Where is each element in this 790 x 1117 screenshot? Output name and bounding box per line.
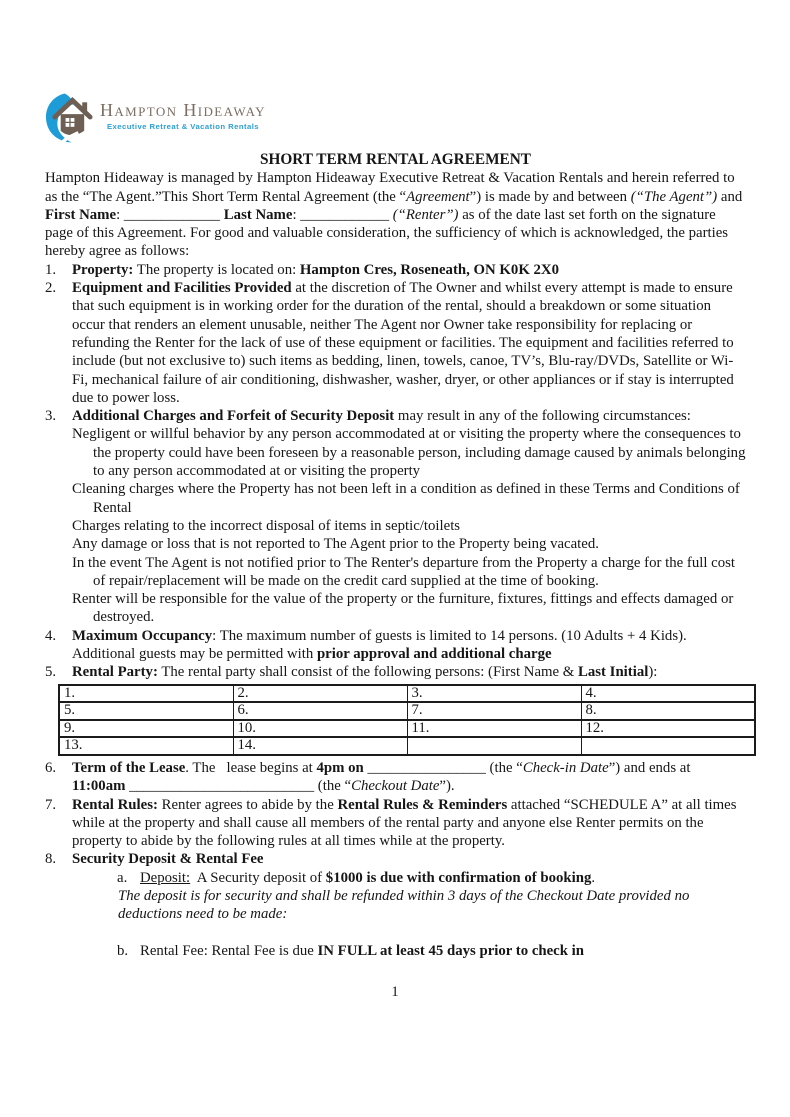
list-item-maximum-occupancy [45,627,746,664]
sub-item-text: Deposit: A Security deposit of $1000 is due with confirmation of booking. [140,869,596,886]
logo-name: Hampton Hideaway [100,100,266,120]
table-cell: 13. [59,737,233,755]
table-row [59,720,755,738]
list-item-rental-party [45,663,746,681]
rental-party-table [58,684,756,756]
item-number: 6. [45,759,57,776]
item-number: 1. [45,261,57,278]
item-text: Maximum Occupancy: The maximum number of guests is limited to 14 persons. (10 Adults + 4 Kids). Additional guests may be permitted with prior approval and additional charge [72,627,687,663]
item-text: Rental Rules: Renter agrees to abide by the Rental Rules & Reminders attached “SCHEDULE A” at all times while at the property and shall cause all members of the rental party and anyone else Renter permits on the property to abide by the following rules at all times while at the property. [72,796,737,850]
table-cell: 10. [233,720,407,738]
table-cell: 14. [233,737,407,755]
item-number: 5. [45,664,57,681]
item-lead-text: Security Deposit & Rental Fee [72,851,264,868]
item-text: Property: The property is located on: Hampton Cres, Roseneath, ON K0K 2X0 [72,261,560,278]
list-item-property [45,261,746,279]
table-cell: 11. [407,720,581,738]
table-cell: 9. [59,720,233,738]
item-text [72,850,746,959]
item-text: Equipment and Facilities Provided at the discretion of The Owner and whilst every attempt is made to ensure that such equipment is in working order for the duration of the rental, should a breakdown or some situation occur that renders an element unusable, neither The Agent nor Owner take responsibility for replacing or refunding the Renter for the lack of use of these equipment or facilities. The equipment and facilities referred to include (but not exclusive to) such items as bedding, linen, towels, canoe, TV’s, Blu-ray/DVDs, Satellite or Wi-Fi, mechanical failure of air conditioning, dishwasher, washer, dryer, or other appliances or if stay is interrupted due to power loss. [72,280,734,406]
table-cell: 3. [407,685,581,703]
item-number: 2. [45,280,57,297]
item-number: 7. [45,796,57,813]
sub-item-marker: a. [117,869,128,886]
table-cell: 7. [407,702,581,720]
item-lead-text: Additional Charges and Forfeit of Security Deposit may result in any of the following circumstances: [72,408,691,425]
table-cell: 12. [581,720,755,738]
table-cell: 5. [59,702,233,720]
spacer [72,924,746,942]
logo [45,92,746,146]
sub-item-marker: b. [117,942,129,959]
list-item-security-deposit [45,850,746,959]
table-row [59,737,755,755]
page-number: 1 [391,984,399,1000]
table-cell: 2. [233,685,407,703]
charge-circumstance: Cleaning charges where the Property has not been left in a condition as defined in these Terms and Conditions of Rental [72,481,740,516]
item-number: 3. [45,408,57,425]
charge-circumstance: In the event The Agent is not notified prior to The Renter's departure from the Property a charge for the full cost of repair/replacement will be made on the credit card supplied at the time of booking. [72,554,735,589]
item-number: 4. [45,627,57,644]
table-cell: 6. [233,702,407,720]
item-number: 8. [45,851,57,868]
intro-paragraph: Hampton Hideaway is managed by Hampton Hideaway Executive Retreat & Vacation Rentals and herein referred to as the “The Agent.”This Short Term Rental Agreement (the “Agreement”) is made by and between (“The Agent”) and First Name: _____________ Last Name: ____________ (“Renter”) as of the date last set forth on the signature page of this Agreement. For good and valuable consideration, the sufficiency of which is acknowledged, the parties hereby agree as follows: [45,170,743,260]
document-title: SHORT TERM RENTAL AGREEMENT [259,151,532,168]
item-text [72,407,746,627]
list-item-equipment [45,279,746,407]
sub-item-deposit [117,869,746,887]
table-cell: 1. [59,685,233,703]
logo-tagline: Executive Retreat & Vacation Rentals [106,122,260,131]
list-item-term-of-lease [45,759,746,796]
charge-circumstance: Renter will be responsible for the value of the property or the furniture, fixtures, fittings and effects damaged or destroyed. [72,591,734,626]
charge-circumstance: Any damage or loss that is not reported to The Agent prior to the Property being vacated. [72,536,599,553]
sub-item-rental-fee [117,942,746,960]
table-cell [407,737,581,755]
list-item-additional-charges [45,407,746,627]
charge-circumstance: Charges relating to the incorrect disposal of items in septic/toilets [72,517,461,534]
deposit-refund-note: The deposit is for security and shall be refunded within 3 days of the Checkout Date provided no deductions need to be made: [118,888,690,923]
sub-item-text: Rental Fee: Rental Fee is due IN FULL at least 45 days prior to check in [140,942,585,959]
charge-circumstance: Negligent or willful behavior by any person accommodated at or visiting the property where the consequences to the property could have been foreseen by a reasonable person, including damage caused by animals belonging to any person accommodated at or visiting the property [72,426,746,480]
table-cell: 4. [581,685,755,703]
table-cell [581,737,755,755]
hampton-hideaway-logo-icon [45,92,94,144]
table-row [59,685,755,703]
item-text: Term of the Lease. The lease begins at 4pm on ________________ (the “Check-in Date”) and ends at 11:00am _________________________ (the “Checkout Date”). [72,759,691,795]
list-item-rental-rules [45,796,746,851]
table-row [59,702,755,720]
table-cell: 8. [581,702,755,720]
item-text: Rental Party: The rental party shall consist of the following persons: (First Name & Last Initial): [72,664,658,681]
